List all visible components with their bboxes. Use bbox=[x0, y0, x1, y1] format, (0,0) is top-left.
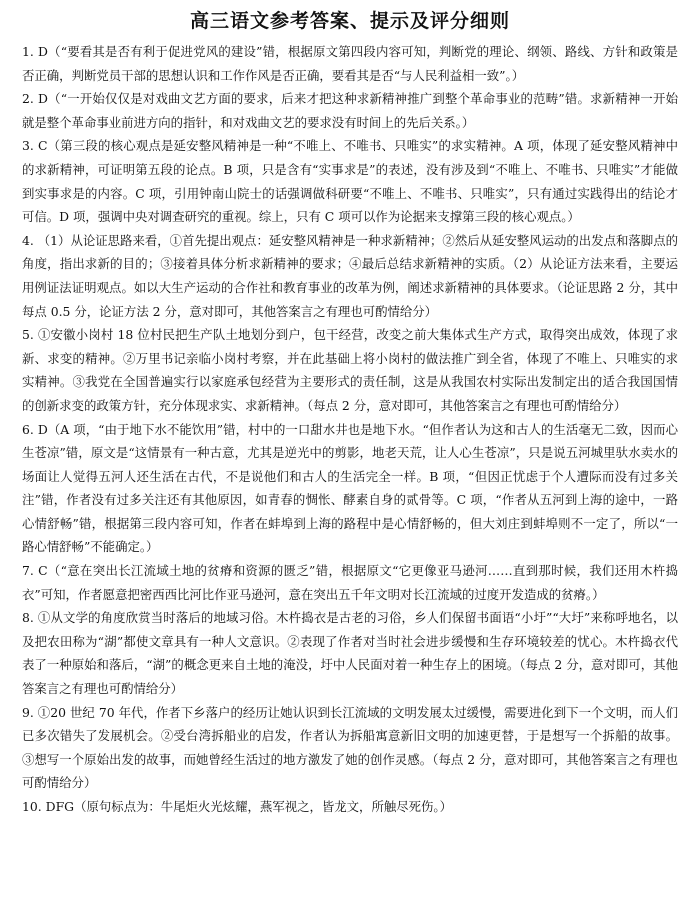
answer-item-6: 6. D（A 项，“由于地下水不能饮用”错，村中的一口甜水井也是地下水。“但作者认为这和古人的生活毫无二致，因而心生苍凉”错，原文是“这情景有一种古意，尤其是逆光中的剪影，地老天荒，让人心生苍凉”，只是说五河城里驮水卖水的场面让人觉得五河人还生活在古代，不是说他们和古人的生活完全一样。B 项，“但因正忧虑于个人遭际而没有过多关注”错，作者没有过多关注还有其他原因，如青春的惆怅、酵素自身的贰骨等。C 项，“作者从五河到上海的途中，一路心情舒畅”错，根据第三段内容可知，作者在蚌埠到上海的路程中是心情舒畅的，但大刘庄到蚌埠则不一定了，所以“一路心情舒畅”不能确定。） bbox=[22, 421, 678, 555]
answer-item-8: 8. ①从文学的角度欣赏当时落后的地域习俗。木杵捣衣是古老的习俗，乡人们保留书面语“小圩”“大圩”来称呼地名，以及把农田称为“湖”都使文章具有一种人文意识。②表现了作者对当时社会进步缓慢和生存环境较差的忧心。木杵捣衣代表了一种原始和落后，“湖”的概念更来自土地的淹没，圩中人民面对着一种生存上的困境。（每点 2 分，意对即可，其他答案言之有理也可酌情给分） bbox=[22, 610, 678, 697]
answer-item-1: 1. D（“要看其是否有利于促进党风的建设”错，根据原文第四段内容可知，判断党的理论、纲领、路线、方针和政策是否正确，判断党员干部的思想认识和工作作风是否正确，要看其是否“与人民利益相一致”。） bbox=[22, 44, 678, 83]
answer-item-10: 10. DFG（原句标点为：牛尾炬火光炫耀，燕军视之，皆龙文，所触尽死伤。） bbox=[22, 799, 452, 814]
answer-item-3: 3. C（第三段的核心观点是延安整风精神是一种“不唯上、不唯书、只唯实”的求实精神。A 项，体现了延安整风精神中的求新精神，可证明第五段的论点。B 项，只是含有“实事求是”的表述，没有涉及到“不唯上、不唯书、只唯实”才能做到实事求是的内容。C 项，引用钟南山院士的话强调做科研要“不唯上、不唯书、只唯实”，只有通过实践得出的结论才可信。D 项，强调中央对调查研究的重视。综上，只有 C 项可以作为论据来支撑第三段的核心观点。） bbox=[22, 138, 678, 225]
answer-item-4: 4. （1）从论证思路来看，①首先提出观点：延安整风精神是一种求新精神；②然后从延安整风运动的出发点和落脚点的角度，指出求新的目的；③接着具体分析求新精神的要求；④最后总结求新精神的实质。（2）从论证方法来看，主要运用例证法证明观点。如以大生产运动的合作社和教育事业的改革为例，阐述求新精神的具体要求。（论证思路 2 分，其中每点 0.5 分，论证方法 2 分，意对即可，其他答案言之有理也可酌情给分） bbox=[22, 232, 678, 319]
answer-item-2: 2. D（“一开始仅仅是对戏曲文艺方面的要求，后来才把这种求新精神推广到整个革命事业的范畴”错。求新精神一开始就是整个革命事业前进方向的指针，和对戏曲文艺的要求没有时间上的先后关系。） bbox=[22, 91, 678, 130]
answer-item-7: 7. C（“意在突出长江流域土地的贫瘠和资源的匮乏”错，根据原文“它更像亚马逊河……直到那时候，我们还用木杵捣衣”可知，作者愿意把密西西比河比作亚马逊河，意在突出五千年文明对长江流域的过度开发造成的贫瘠。） bbox=[22, 563, 678, 602]
answer-item-5: 5. ①安徽小岗村 18 位村民把生产队土地划分到户，包干经营，改变之前大集体式生产方式，取得突出成效，体现了求新、求变的精神。②万里书记亲临小岗村考察，并在此基础上将小岗村的做法推广到全省，体现了不唯上、只唯实的求实精神。③我党在全国普遍实行以家庭承包经营为主要形式的责任制，这是从我国农村实际出发制定出的适合我国国情的创新求变的政策方针，充分体现求实、求新精神。（每点 2 分，意对即可，其他答案言之有理也可酌情给分） bbox=[22, 327, 678, 413]
document-title: 高三语文参考答案、提示及评分细则 bbox=[189, 10, 510, 32]
answer-item-9: 9. ①20 世纪 70 年代，作者下乡落户的经历让她认识到长江流域的文明发展太过缓慢，需要进化到下一个文明，而人们已多次错失了发展机会。②受台湾拆船业的启发，作者认为拆船寓意新旧文明的加速更替，于是想写一个拆船的故事。③想写一个原始出发的故事，而她曾经生活过的地方激发了她的创作灵感。（每点 2 分，意对即可，其他答案言之有理也可酌情给分） bbox=[22, 704, 678, 791]
